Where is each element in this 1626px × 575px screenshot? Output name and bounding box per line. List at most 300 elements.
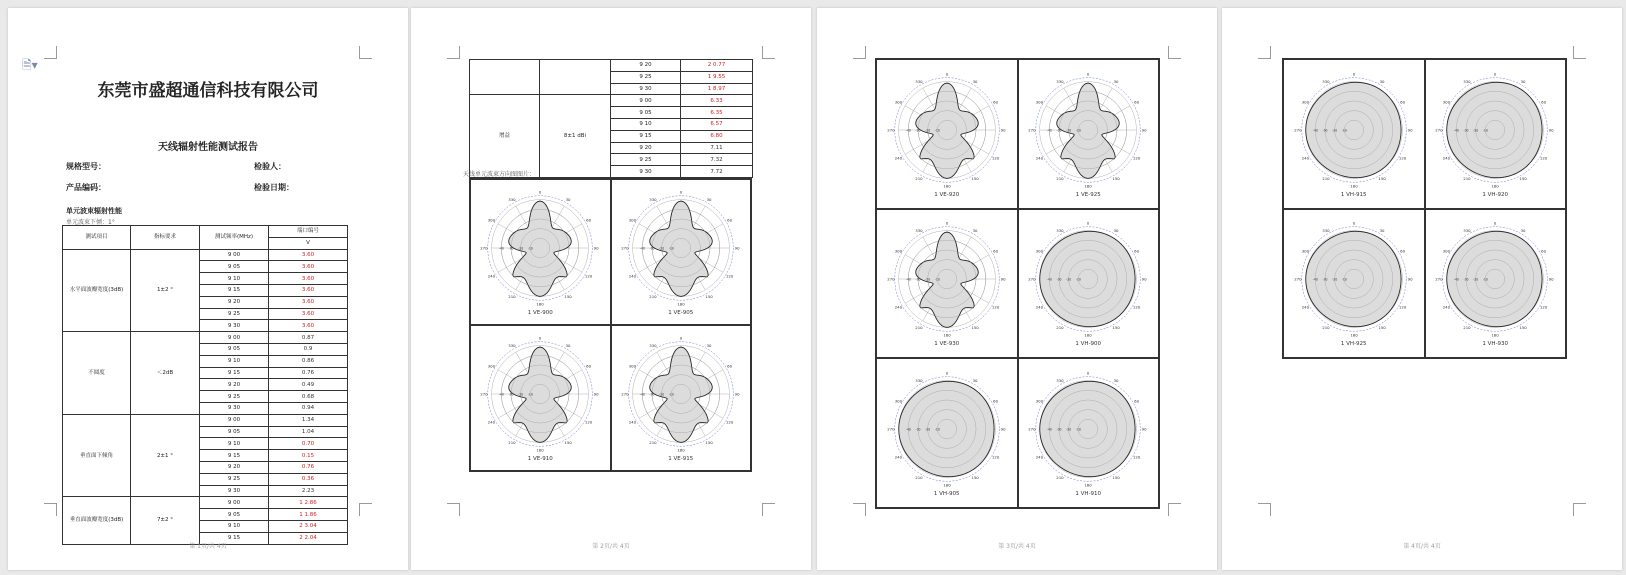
angle-label: 120 [991, 305, 1000, 311]
angle-label: 330 [914, 377, 923, 383]
crop-mark [1258, 503, 1271, 516]
frequency-cell: 9 05 [200, 261, 269, 273]
angle-label: 90 [1548, 276, 1554, 282]
angle-label: 120 [991, 155, 1000, 161]
angle-label: 150 [1112, 175, 1121, 181]
ring-label: -10 [1341, 277, 1347, 282]
ring-label: -30 [1056, 427, 1062, 432]
value-cell: 0.94 [269, 402, 348, 414]
angle-label: 0 [1494, 220, 1497, 226]
angle-label: 180 [536, 301, 544, 307]
angle-label: 300 [1301, 99, 1309, 105]
angle-label: 180 [677, 447, 685, 453]
angle-label: 300 [628, 363, 636, 369]
polar-plot [480, 334, 600, 454]
angle-label: 90 [593, 245, 599, 251]
table-row [63, 497, 348, 509]
value-cell: 0.9 [269, 343, 348, 355]
radiation-pattern [1447, 232, 1542, 327]
angle-label: 0 [679, 335, 682, 341]
ring-label: -40 [1312, 128, 1318, 133]
angle-label: 120 [585, 419, 593, 425]
angle-label: 120 [1133, 305, 1141, 311]
document-icon[interactable]: 🗎▾ [22, 58, 38, 72]
angle-label: 30 [1520, 228, 1526, 234]
pattern-cell [1018, 59, 1160, 209]
angle-label: 120 [1133, 155, 1141, 161]
angle-label: 180 [1084, 333, 1092, 339]
frequency-cell: 9 15 [200, 532, 269, 544]
header-requirement: 指标要求 [131, 226, 200, 250]
gain-item-cell: 增益 [470, 95, 540, 178]
angle-label: 90 [734, 245, 740, 251]
angle-label: 150 [1378, 175, 1386, 181]
angle-label: 0 [1494, 71, 1497, 77]
value-cell: 2 3.04 [269, 520, 348, 532]
angle-label: 240 [487, 273, 496, 279]
angle-label: 330 [1056, 228, 1064, 234]
value-cell: 3.60 [269, 296, 348, 308]
pattern-caption: 1 VH-925 [1340, 341, 1367, 348]
angle-label: 60 [726, 363, 732, 369]
angle-label: 60 [1399, 99, 1405, 105]
performance-table [62, 225, 348, 545]
requirement-cell: 2±1 ° [131, 414, 200, 497]
test-item-cell: 垂直面下倾角 [63, 414, 131, 497]
angle-label: 0 [1087, 370, 1090, 376]
angle-label: 240 [1301, 304, 1309, 310]
page-number: 第 4页/共 4页 [1403, 543, 1441, 550]
angle-label: 150 [1112, 325, 1121, 331]
angle-label: 330 [1463, 228, 1471, 234]
angle-label: 0 [539, 189, 542, 195]
angle-label: 150 [705, 440, 713, 446]
page-number: 第 1页/共 4页 [189, 543, 227, 550]
value-cell: 3.60 [269, 249, 348, 261]
value-cell: 0.86 [269, 355, 348, 367]
angle-label: 30 [1520, 78, 1526, 84]
angle-label: 60 [992, 248, 998, 254]
angle-label: 330 [1056, 78, 1064, 84]
ring-label: -20 [924, 128, 930, 133]
value-cell: 1.34 [269, 414, 348, 426]
angle-label: 0 [679, 189, 682, 195]
frequency-cell: 9 25 [200, 308, 269, 320]
angle-label: 180 [1350, 183, 1358, 189]
angle-label: 330 [508, 196, 516, 202]
ring-label: -10 [528, 392, 534, 397]
pattern-caption: 1 VH-920 [1482, 191, 1509, 198]
ring-label: -30 [649, 246, 655, 251]
test-item-cell: 不圆度 [63, 332, 131, 415]
angle-label: 180 [536, 447, 544, 453]
angle-label: 300 [1442, 248, 1451, 254]
angle-label: 240 [628, 419, 636, 425]
ring-label: -10 [1483, 128, 1489, 133]
pattern-cell [876, 358, 1018, 508]
angle-label: 210 [1056, 325, 1064, 331]
angle-label: 210 [914, 475, 923, 481]
angle-label: 90 [1548, 127, 1554, 133]
frequency-cell: 9 10 [200, 438, 269, 450]
angle-label: 0 [1087, 220, 1090, 226]
angle-label: 300 [1301, 248, 1309, 254]
angle-label: 90 [1407, 127, 1413, 133]
pattern-caption: 1 VE-900 [527, 310, 553, 316]
value-cell: 0.87 [269, 332, 348, 344]
angle-label: 210 [914, 325, 923, 331]
ring-label: -30 [1056, 277, 1062, 282]
angle-label: 60 [1134, 99, 1140, 105]
angle-label: 30 [1379, 228, 1385, 234]
ring-label: -40 [1047, 277, 1053, 282]
product-code-label: 产品编码： [66, 183, 106, 192]
angle-label: 120 [1540, 304, 1548, 310]
requirement-cell: ＜2dB [131, 332, 200, 415]
value-cell: 0.36 [269, 473, 348, 485]
ring-label: -20 [1473, 277, 1479, 282]
polar-plot [1294, 70, 1414, 190]
angle-label: 90 [1000, 276, 1006, 282]
polar-plot [1294, 219, 1414, 339]
pattern-cell [1018, 209, 1160, 359]
polar-plot [1028, 70, 1148, 190]
angle-label: 330 [914, 228, 923, 234]
polar-plot [480, 188, 600, 308]
pattern-caption: 1 VE-910 [527, 456, 553, 462]
value-cell: 7.11 [681, 142, 753, 154]
angle-label: 60 [992, 99, 998, 105]
angle-label: 150 [971, 325, 979, 331]
ring-label: -40 [1047, 128, 1053, 133]
table-row [63, 414, 348, 426]
angle-label: 300 [894, 248, 902, 254]
ring-label: -20 [1331, 277, 1337, 282]
angle-label: 210 [508, 294, 516, 300]
angle-label: 120 [1540, 155, 1548, 161]
angle-label: 300 [1442, 99, 1451, 105]
angle-label: 0 [945, 370, 948, 376]
pattern-caption: 1 VH-900 [1075, 341, 1102, 348]
ring-label: -30 [915, 427, 921, 432]
ring-label: -30 [1322, 277, 1328, 282]
angle-label: 120 [991, 454, 1000, 460]
pattern-cell [876, 209, 1018, 359]
angle-label: 330 [1056, 377, 1064, 383]
angle-label: 300 [487, 217, 496, 223]
ring-label: -20 [924, 427, 930, 432]
table-row [470, 95, 753, 107]
angle-label: 240 [487, 419, 496, 425]
angle-label: 240 [628, 273, 636, 279]
ring-label: -40 [905, 427, 911, 432]
angle-label: 270 [1028, 127, 1036, 133]
angle-label: 180 [1084, 482, 1092, 488]
angle-label: 210 [648, 440, 657, 446]
ring-label: -10 [1076, 128, 1082, 133]
table-row [63, 249, 348, 261]
value-cell: 3.60 [269, 284, 348, 296]
ring-label: -10 [934, 277, 940, 282]
pattern-cell [470, 325, 611, 471]
angle-label: 240 [894, 454, 902, 460]
frequency-cell: 9 05 [200, 343, 269, 355]
frequency-cell: 9 20 [200, 379, 269, 391]
angle-label: 300 [894, 99, 902, 105]
frequency-cell: 9 00 [200, 249, 269, 261]
pattern-note: 天线单元波束方向图图片： [463, 171, 536, 178]
value-cell: 0.76 [269, 367, 348, 379]
ring-label: -20 [658, 246, 664, 251]
ring-label: -20 [518, 246, 524, 251]
crop-mark [1573, 503, 1586, 516]
frequency-cell: 9 10 [611, 118, 681, 130]
frequency-cell: 9 25 [611, 154, 681, 166]
ring-label: -20 [924, 277, 930, 282]
radiation-pattern [1040, 381, 1135, 476]
angle-label: 270 [1435, 127, 1443, 133]
frequency-cell: 9 20 [200, 296, 269, 308]
radiation-pattern [1447, 82, 1542, 177]
angle-label: 150 [1519, 175, 1528, 181]
test-item-cell [470, 60, 540, 95]
angle-label: 270 [1293, 276, 1302, 282]
angle-label: 0 [1352, 71, 1355, 77]
pattern-grid [1282, 58, 1567, 359]
angle-label: 60 [1541, 248, 1547, 254]
pattern-cell [1425, 59, 1567, 209]
ring-label: -40 [499, 246, 505, 251]
polar-plot [887, 70, 1007, 190]
ring-label: -10 [668, 246, 674, 251]
test-item-cell: 垂直面波瓣宽度(3dB) [63, 497, 131, 544]
angle-label: 0 [539, 335, 542, 341]
angle-label: 150 [971, 175, 979, 181]
angle-label: 150 [564, 440, 573, 446]
frequency-cell: 9 20 [611, 142, 681, 154]
crop-mark [1573, 46, 1586, 59]
value-cell: 0.68 [269, 391, 348, 403]
frequency-cell: 9 00 [200, 332, 269, 344]
frequency-cell: 9 05 [200, 426, 269, 438]
angle-label: 120 [725, 419, 734, 425]
value-cell: 6.57 [681, 118, 753, 130]
angle-label: 30 [1113, 228, 1119, 234]
angle-label: 150 [971, 475, 979, 481]
ring-label: -30 [1463, 128, 1469, 133]
crop-mark [447, 503, 460, 516]
angle-label: 60 [1134, 248, 1140, 254]
pattern-caption: 1 VH-915 [1340, 191, 1367, 198]
ring-label: -30 [915, 277, 921, 282]
angle-label: 30 [565, 342, 571, 348]
angle-label: 210 [508, 440, 516, 446]
ring-label: -40 [905, 277, 911, 282]
document-page-2 [411, 8, 811, 570]
ring-label: -40 [905, 128, 911, 133]
ring-label: -30 [649, 392, 655, 397]
ring-label: -30 [1056, 128, 1062, 133]
ring-label: -20 [1066, 427, 1072, 432]
value-cell: 1 2.86 [269, 497, 348, 509]
pattern-cell [1425, 209, 1567, 359]
angle-label: 120 [1398, 155, 1407, 161]
pattern-caption: 1 VE-920 [934, 191, 960, 198]
ring-label: -30 [1463, 277, 1469, 282]
angle-label: 270 [620, 245, 629, 251]
angle-label: 330 [648, 196, 657, 202]
ring-label: -40 [1454, 128, 1460, 133]
crop-mark [359, 503, 372, 516]
angle-label: 270 [886, 426, 895, 432]
angle-label: 60 [586, 363, 592, 369]
document-page-3 [817, 8, 1217, 570]
frequency-cell: 9 05 [200, 509, 269, 521]
angle-label: 180 [677, 301, 685, 307]
angle-label: 0 [1087, 71, 1090, 77]
pattern-caption: 1 VE-930 [934, 341, 960, 348]
frequency-cell: 9 15 [200, 450, 269, 462]
frequency-cell: 9 30 [200, 320, 269, 332]
angle-label: 120 [1398, 304, 1407, 310]
pattern-cell [470, 179, 611, 325]
angle-label: 300 [1035, 99, 1044, 105]
ring-label: -20 [1066, 277, 1072, 282]
crop-mark [1258, 46, 1271, 59]
requirement-cell [540, 60, 611, 95]
angle-label: 180 [943, 183, 951, 189]
gain-requirement-cell: 8±1 dBi [540, 95, 611, 178]
angle-label: 150 [1112, 475, 1121, 481]
frequency-cell: 9 15 [200, 367, 269, 379]
ring-label: -20 [518, 392, 524, 397]
angle-label: 60 [992, 398, 998, 404]
ring-label: -30 [508, 392, 514, 397]
angle-label: 300 [628, 217, 636, 223]
company-name: 东莞市盛超通信科技有限公司 [97, 81, 319, 101]
ring-label: -40 [499, 392, 505, 397]
angle-label: 60 [1134, 398, 1140, 404]
pattern-caption: 1 VH-910 [1075, 491, 1102, 498]
frequency-cell: 9 10 [200, 355, 269, 367]
angle-label: 0 [1352, 220, 1355, 226]
crop-mark [359, 46, 372, 59]
ring-label: -40 [639, 246, 645, 251]
angle-label: 210 [648, 294, 657, 300]
angle-label: 300 [487, 363, 496, 369]
polar-plot [621, 334, 741, 454]
frequency-cell: 9 20 [200, 461, 269, 473]
value-cell: 0.15 [269, 450, 348, 462]
crop-mark [762, 503, 775, 516]
value-cell: 7.72 [681, 166, 753, 178]
value-cell: 1 9.55 [681, 71, 753, 83]
value-cell: 3.60 [269, 273, 348, 285]
angle-label: 330 [648, 342, 657, 348]
ring-label: -10 [1341, 128, 1347, 133]
pattern-cell [1283, 59, 1425, 209]
angle-label: 120 [1133, 454, 1141, 460]
frequency-cell: 9 05 [611, 107, 681, 119]
crop-mark [853, 46, 866, 59]
ring-label: -40 [1047, 427, 1053, 432]
requirement-cell: 1±2 ° [131, 249, 200, 332]
performance-table-continued [469, 59, 753, 178]
angle-label: 150 [705, 294, 713, 300]
pattern-caption: 1 VE-925 [1075, 191, 1101, 198]
angle-label: 270 [886, 127, 895, 133]
angle-label: 150 [1519, 325, 1528, 331]
polar-plot [1028, 219, 1148, 339]
ring-label: -40 [639, 392, 645, 397]
angle-label: 270 [1028, 426, 1036, 432]
polar-plot [1435, 70, 1555, 190]
angle-label: 330 [1463, 78, 1471, 84]
angle-label: 90 [1000, 426, 1006, 432]
angle-label: 90 [593, 391, 599, 397]
ring-label: -10 [1076, 277, 1082, 282]
angle-label: 270 [1293, 127, 1302, 133]
angle-label: 300 [1035, 398, 1044, 404]
angle-label: 240 [1442, 155, 1451, 161]
angle-label: 240 [894, 155, 902, 161]
header-port-v: V [269, 237, 348, 249]
angle-label: 30 [1379, 78, 1385, 84]
angle-label: 210 [1463, 325, 1471, 331]
angle-label: 330 [1321, 228, 1330, 234]
angle-label: 240 [1035, 155, 1044, 161]
angle-label: 210 [1321, 175, 1330, 181]
ring-label: -10 [1076, 427, 1082, 432]
frequency-cell: 9 30 [200, 485, 269, 497]
frequency-cell: 9 25 [200, 473, 269, 485]
polar-plot [1435, 219, 1555, 339]
ring-label: -10 [934, 128, 940, 133]
ring-label: -10 [528, 246, 534, 251]
angle-label: 270 [480, 391, 488, 397]
header-frequency: 测试频率(MHz) [200, 226, 269, 250]
angle-label: 180 [1491, 183, 1499, 189]
frequency-cell: 9 30 [200, 402, 269, 414]
inspection-date-label: 检验日期： [254, 183, 294, 192]
value-cell: 0.49 [269, 379, 348, 391]
crop-mark [447, 46, 460, 59]
angle-label: 30 [706, 196, 712, 202]
angle-label: 210 [1463, 175, 1471, 181]
angle-label: 180 [943, 333, 951, 339]
crop-mark [44, 503, 57, 516]
polar-plot [887, 219, 1007, 339]
ring-label: -40 [1454, 277, 1460, 282]
test-item-cell: 水平面波瓣宽度(3dB) [63, 249, 131, 332]
angle-label: 210 [914, 175, 923, 181]
value-cell: 7.32 [681, 154, 753, 166]
pattern-caption: 1 VE-915 [668, 456, 694, 462]
angle-label: 0 [945, 220, 948, 226]
angle-label: 270 [620, 391, 629, 397]
angle-label: 210 [1056, 475, 1064, 481]
angle-label: 270 [1028, 276, 1036, 282]
angle-label: 330 [914, 78, 923, 84]
report-title: 天线辐射性能测试报告 [158, 142, 258, 153]
angle-label: 150 [1378, 325, 1386, 331]
angle-label: 30 [972, 228, 978, 234]
ring-label: -10 [934, 427, 940, 432]
angle-label: 270 [1435, 276, 1443, 282]
angle-label: 210 [1056, 175, 1064, 181]
value-cell: 2 0.77 [681, 60, 753, 72]
ring-label: -10 [1483, 277, 1489, 282]
